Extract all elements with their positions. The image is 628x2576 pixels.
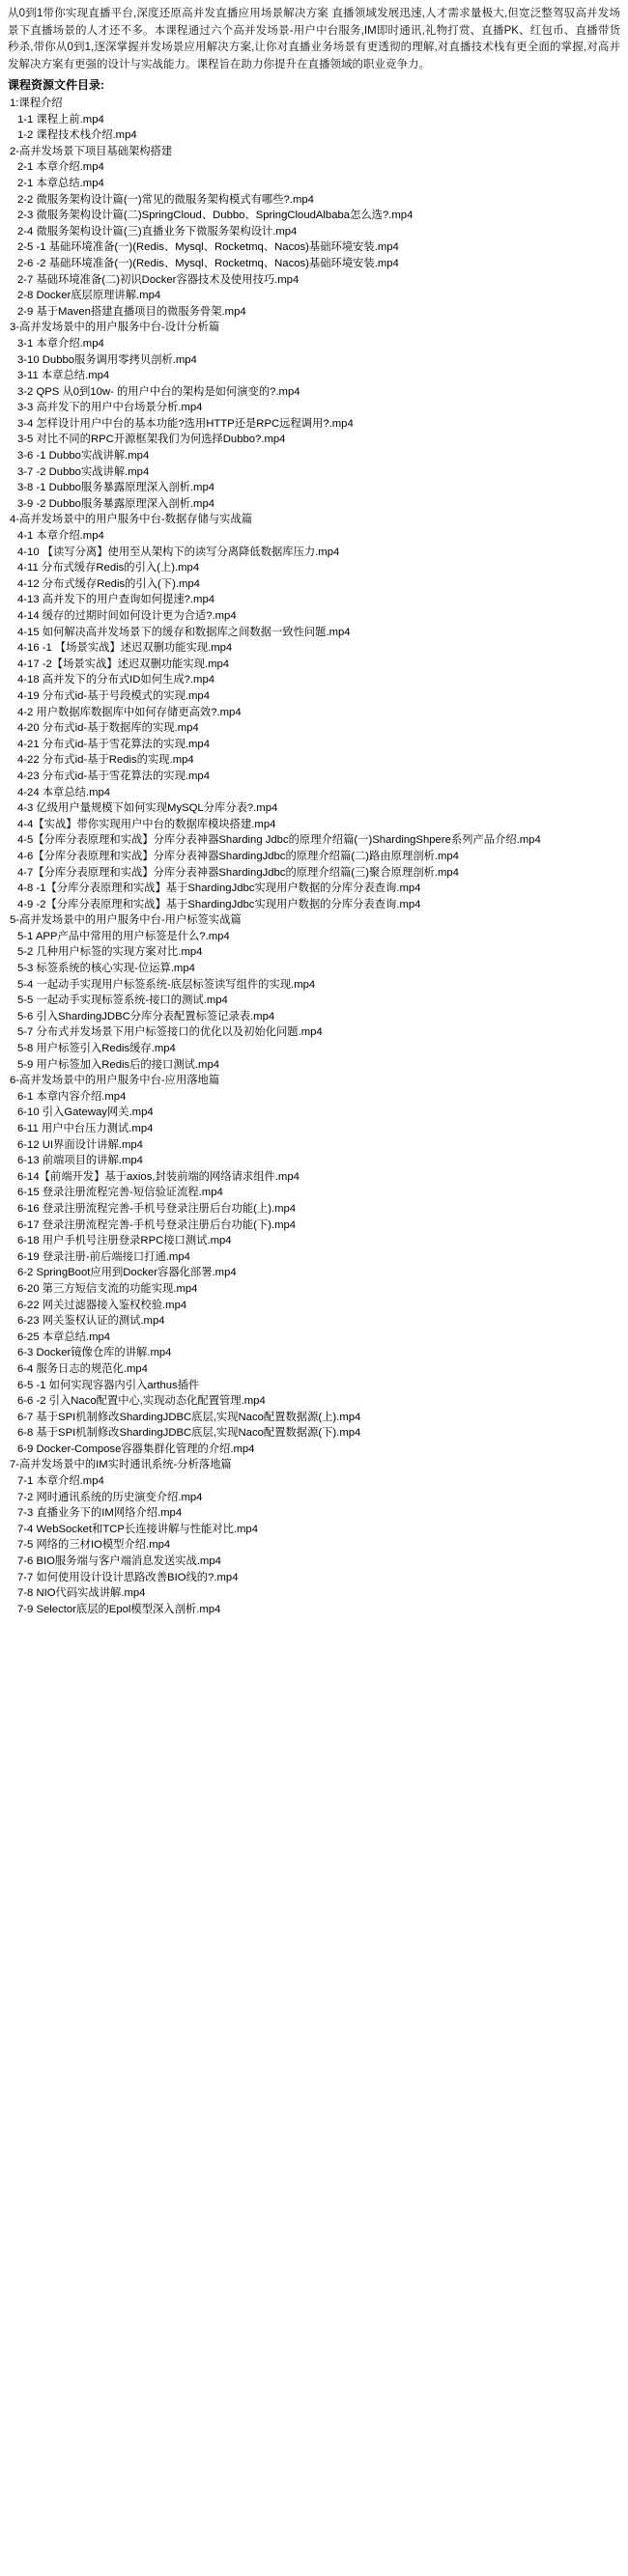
toc-lesson-item: 6-7 基于SPI机制修改ShardingJDBC底层,实现Naco配置数据源(上).mp4 (17, 1411, 361, 1423)
toc-lesson-item: 2-1 本章介绍.mp4 (17, 161, 104, 174)
toc-lesson-item: 3-10 Dubbo服务调用零拷贝剖析.mp4 (17, 353, 197, 366)
toc-lesson-item: 3-9 -2 Dubbo服务暴露原理深入剖析.mp4 (17, 497, 215, 510)
toc-lesson-item: 4-23 分布式id-基于雪花算法的实现.mp4 (17, 770, 210, 782)
toc-lesson-item: 2-9 基于Maven搭建直播项目的微服务骨架.mp4 (17, 305, 246, 318)
toc-lesson-item: 2-7 基础环境准备(二)初识Docker容器技术及使用技巧.mp4 (17, 273, 300, 286)
toc-lesson-item: 4-6【分库分表原理和实战】分库分表神器ShardingJdbc的原理介绍篇(二)路由原理剖析.mp4 (17, 850, 459, 862)
toc-lesson-item: 4-17 -2【场景实战】述迟双删功能实现.mp4 (17, 658, 230, 670)
toc-lesson-item: 3-11 本章总结.mp4 (17, 370, 110, 382)
toc-lesson-item: 4-8 -1【分库分表原理和实战】基于ShardingJdbc实现用户数据的分库分表查询.mp4 (17, 882, 421, 895)
toc-lesson-item: 7-6 BIO服务端与客户端消息发送实战.mp4 (17, 1555, 221, 1568)
toc-lesson-item: 3-7 -2 Dubbo实战讲解.mp4 (17, 465, 150, 478)
toc-lesson-item: 6-16 登录注册流程完善-手机号登录注册后台功能(上).mp4 (17, 1202, 297, 1215)
toc-lesson-item: 4-10 【读写分离】使用至从架构下的读写分离降低数据库压力.mp4 (17, 546, 340, 558)
toc-list (8, 96, 620, 1617)
toc-lesson-item: 5-5 一起动手实现标签系统-接口的测试.mp4 (17, 994, 228, 1007)
toc-section-item: 1:课程介绍 (10, 98, 63, 109)
toc-lesson-item: 4-12 分布式缓存Redis的引入(下).mp4 (17, 577, 200, 590)
toc-lesson-item: 3-5 对比不同的RPC开源框架我们为何选择Dubbo?.mp4 (17, 434, 286, 446)
toc-lesson-item: 7-7 如何使用设计设计思路改善BIO线的?.mp4 (17, 1571, 239, 1583)
toc-lesson-item: 5-8 用户标签引入Redis缓存.mp4 (17, 1043, 176, 1055)
toc-lesson-item: 4-7【分库分表原理和实战】分库分表神器ShardingJdbc的原理介绍篇(三)聚合原理剖析.mp4 (17, 866, 459, 879)
toc-section-item: 5-高并发场景中的用户服务中台-用户标签实战篇 (10, 914, 242, 927)
toc-lesson-item: 6-2 SpringBoot应用到Docker容器化部署.mp4 (17, 1267, 237, 1279)
toc-lesson-item: 6-11 用户中台压力测试.mp4 (17, 1123, 154, 1134)
toc-lesson-item: 4-1 本章介绍.mp4 (17, 530, 104, 543)
toc-lesson-item: 3-6 -1 Dubbo实战讲解.mp4 (17, 450, 150, 462)
toc-lesson-item: 4-21 分布式id-基于雪花算法的实现.mp4 (17, 738, 210, 750)
toc-lesson-item: 6-15 登录注册流程完善-短信验证流程.mp4 (17, 1187, 223, 1199)
toc-lesson-item: 6-25 本章总结.mp4 (17, 1330, 111, 1343)
toc-lesson-item: 4-22 分布式id-基于Redis的实现.mp4 (17, 754, 194, 767)
toc-lesson-item: 4-5【分库分表原理和实战】分库分表神器Sharding Jdbc的原理介绍篇(一)ShardingShpere系列产品介绍.mp4 (17, 834, 541, 847)
toc-lesson-item: 2-2 微服务架构设计篇(一)常见的微服务架构模式有哪些?.mp4 (17, 193, 314, 206)
toc-lesson-item: 4-14 缓存的过期时间如何设计更为合适?.mp4 (17, 610, 237, 622)
toc-lesson-item: 6-1 本章内容介绍.mp4 (17, 1090, 127, 1103)
toc-lesson-item: 7-5 网络的三材IO模型介绍.mp4 (17, 1539, 171, 1552)
toc-lesson-item: 4-20 分布式id-基于数据库的实现.mp4 (17, 722, 199, 735)
toc-lesson-item: 7-8 NIO代码实战讲解.mp4 (17, 1587, 146, 1600)
toc-lesson-item: 4-9 -2【分库分表原理和实战】基于ShardingJdbc实现用户数据的分库分表查询.mp4 (17, 898, 421, 910)
toc-section-item: 4-高并发场景中的用户服务中台-数据存储与实战篇 (10, 514, 253, 526)
toc-lesson-item: 6-19 登录注册-前后端接口打通.mp4 (17, 1250, 190, 1263)
toc-lesson-item: 2-3 微服务架构设计篇(二)SpringCloud、Dubbo、SpringCloudAlbaba怎么选?.mp4 (17, 210, 414, 222)
toc-lesson-item: 3-8 -1 Dubbo服务暴露原理深入剖析.mp4 (17, 482, 215, 494)
toc-lesson-item: 6-22 网关过滤器接入鉴权校验.mp4 (17, 1299, 187, 1311)
toc-lesson-item: 7-4 WebSocket和TCP长连接讲解与性能对比.mp4 (17, 1523, 259, 1535)
toc-title: 课程资源文件目录: (8, 78, 104, 92)
toc-lesson-item: 4-24 本章总结.mp4 (17, 786, 111, 798)
toc-lesson-item: 4-15 如何解决高并发场景下的缓存和数据库之间数据一致性问题.mp4 (17, 626, 351, 638)
toc-lesson-item: 2-1 本章总结.mp4 (17, 177, 104, 189)
toc-lesson-item: 3-1 本章介绍.mp4 (17, 337, 104, 350)
toc-lesson-item: 2-6 -2 基础环境准备(一)(Redis、Mysql、Rocketmq、Nacos)基础环境安装.mp4 (17, 257, 399, 269)
toc-lesson-item: 4-19 分布式id-基于号段模式的实现.mp4 (17, 689, 210, 702)
toc-lesson-item: 1-2 课程技术栈介绍.mp4 (17, 129, 137, 142)
toc-lesson-item: 7-1 本章介绍.mp4 (17, 1475, 104, 1488)
toc-lesson-item: 3-3 高并发下的用户中台场景分析.mp4 (17, 402, 203, 414)
toc-lesson-item: 6-20 第三方短信支流的功能实现.mp4 (17, 1282, 198, 1295)
toc-lesson-item: 4-13 高并发下的用户查询如何提速?.mp4 (17, 594, 215, 606)
toc-lesson-item: 6-10 引入Gateway网关.mp4 (17, 1106, 154, 1119)
toc-lesson-item: 7-2 网时通讯系统的历史演变介绍.mp4 (17, 1491, 203, 1503)
toc-lesson-item: 6-14【前端开发】基于axios,封装前端的网络请求组件.mp4 (17, 1170, 300, 1183)
toc-lesson-item: 5-6 引入ShardingJDBC分库分表配置标签记录表.mp4 (17, 1010, 275, 1022)
toc-lesson-item: 4-11 分布式缓存Redis的引入(上).mp4 (17, 562, 200, 574)
toc-lesson-item: 6-5 -1 如何实现容器内引入arthus插件 (17, 1379, 200, 1391)
toc-lesson-item: 2-4 微服务架构设计篇(三)直播业务下微服务架构设计.mp4 (17, 225, 298, 238)
toc-lesson-item: 3-4 怎样设计用户中台的基本功能?选用HTTP还是RPC远程调用?.mp4 (17, 417, 354, 430)
toc-lesson-item: 1-1 课程上前.mp4 (17, 113, 104, 126)
toc-lesson-item: 4-2 用户数据库数据库中如何存储更高效?.mp4 (17, 706, 242, 718)
toc-section-item: 7-高并发场景中的IM实时通讯系统-分析落地篇 (10, 1459, 232, 1471)
toc-lesson-item: 4-4【实战】带你实现用户中台的数据库模块搭建.mp4 (17, 818, 276, 830)
toc-lesson-item: 2-8 Docker底层原理讲解.mp4 (17, 290, 161, 302)
toc-lesson-item: 6-4 服务日志的规范化.mp4 (17, 1362, 148, 1375)
toc-lesson-item: 6-8 基于SPI机制修改ShardingJDBC底层,实现Naco配置数据源(下).mp4 (17, 1427, 361, 1440)
toc-lesson-item: 6-3 Docker镜像仓库的讲解.mp4 (17, 1347, 172, 1359)
toc-lesson-item: 6-17 登录注册流程完善-手机号登录注册后台功能(下).mp4 (17, 1218, 297, 1231)
toc-lesson-item: 2-5 -1 基础环境准备(一)(Redis、Mysql、Rocketmq、Nacos)基础环境安装.mp4 (17, 241, 399, 254)
toc-lesson-item: 6-18 用户手机号注册登录RPC接口测试.mp4 (17, 1235, 232, 1247)
toc-lesson-item: 6-23 网关鉴权认证的测试.mp4 (17, 1315, 165, 1328)
toc-lesson-item: 5-7 分布式并发场景下用户标签接口的优化以及初始化问题.mp4 (17, 1026, 323, 1039)
toc-lesson-item: 5-3 标签系统的核心实现-位运算.mp4 (17, 963, 195, 975)
toc-lesson-item: 6-9 Docker-Compose容器集群化管理的介绍.mp4 (17, 1442, 255, 1455)
toc-lesson-item: 5-4 一起动手实现用户标签系统-底层标签读写组件的实现.mp4 (17, 978, 316, 991)
toc-lesson-item: 6-6 -2 引入Naco配置中心,实现动态化配置管理.mp4 (17, 1395, 266, 1408)
toc-section-item: 6-高并发场景中的用户服务中台-应用落地篇 (10, 1075, 220, 1087)
toc-lesson-item: 5-9 用户标签加入Redis后的接口测试.mp4 (17, 1058, 220, 1071)
intro-paragraph: 从0到1带你实现直播平台,深度还原高并发直播应用场景解决方案 直播领域发展迅速,人才需求量极大,但宽泛整驾驭高并发场景下直播场景的人才还不多。本课程通过六个高并发场景-用户中台服务,IM即时通讯,礼物打赏、直播PK、红包币、直播带货秒杀,带你从0到1,逐深掌握并发场景应用解决方案,让你对直播业务场景有更透彻的理解,对直播技术栈有更全面的掌握,对高并发解决方案有更强的设计与实战能力。课程旨在助力你提升在直播领域的职业竞争力。 (8, 8, 620, 70)
toc-section-item: 3-高并发场景中的用户服务中台-设计分析篇 (10, 322, 220, 334)
toc-section-item: 2-高并发场景下项目基础架构搭建 (10, 145, 173, 157)
toc-lesson-item: 5-2 几种用户标签的实现方案对比.mp4 (17, 946, 203, 959)
toc-lesson-item: 6-13 前端项目的讲解.mp4 (17, 1155, 143, 1167)
toc-lesson-item: 4-16 -1 【场景实战】述迟双删功能实现.mp4 (17, 642, 233, 655)
toc-lesson-item: 4-3 亿级用户量规模下如何实现MySQL分库分表?.mp4 (17, 802, 278, 815)
toc-lesson-item: 5-1 APP产品中常用的用户标签是什么?.mp4 (17, 930, 230, 942)
toc-lesson-item: 4-18 高并发下的分布式ID如何生成?.mp4 (17, 674, 215, 686)
toc-lesson-item: 3-2 QPS 从0到10w- 的用户中台的架构是如何演变的?.mp4 (17, 385, 300, 398)
toc-lesson-item: 6-12 UI界面设计讲解.mp4 (17, 1138, 143, 1151)
toc-lesson-item: 7-9 Selector底层的Epol模型深入剖析.mp4 (17, 1603, 221, 1615)
toc-lesson-item: 7-3 直播业务下的IM网络介绍.mp4 (17, 1507, 183, 1520)
